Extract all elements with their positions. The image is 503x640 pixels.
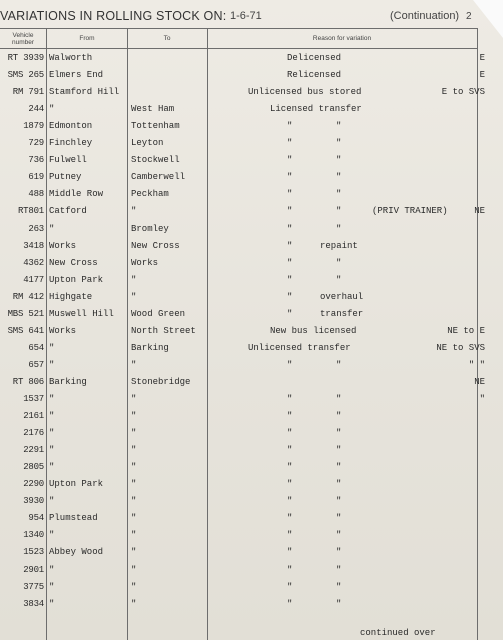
from-cell: ": [49, 496, 55, 507]
to-cell: ": [131, 291, 137, 302]
to-cell: Leyton: [131, 138, 164, 149]
table-row: [0, 50, 503, 67]
reason-cell: ": [287, 581, 293, 592]
to-cell: ": [131, 564, 137, 575]
from-cell: ": [49, 104, 55, 115]
to-cell: Camberwell: [131, 172, 186, 183]
reason-detail-cell: ": [336, 172, 342, 183]
to-cell: ": [131, 462, 137, 473]
reason-detail-cell: ": [336, 462, 342, 473]
reason-cell: ": [287, 564, 293, 575]
table-row: [0, 357, 503, 374]
to-cell: ": [131, 581, 137, 592]
from-cell: Finchley: [49, 138, 93, 149]
table-row: [0, 67, 503, 84]
reason-cell: Delicensed: [287, 53, 342, 63]
vehicle-number-cell: 3834: [23, 598, 44, 609]
to-cell: ": [131, 479, 137, 490]
from-cell: Works: [49, 325, 77, 336]
header-to: To: [163, 35, 171, 42]
vehicle-number-cell: 657: [28, 359, 44, 370]
vehicle-number-cell: 3418: [23, 240, 44, 251]
header-bottom-rule: [0, 48, 478, 49]
reason-cell: ": [287, 547, 293, 558]
from-cell: New Cross: [49, 257, 98, 268]
from-cell: Plumstead: [49, 513, 98, 524]
reason-cell: ": [287, 138, 293, 149]
to-cell: ": [131, 359, 137, 370]
reason-detail-cell: ": [336, 547, 342, 558]
reason-detail-cell: ": [336, 428, 342, 439]
reason-cell: ": [287, 513, 293, 524]
licence-code-cell: NE: [474, 206, 485, 217]
licence-code-cell: NE to E: [447, 325, 485, 336]
vehicle-number-cell: 1879: [23, 121, 44, 132]
header-reason: Reason for variation: [312, 35, 372, 42]
to-cell: North Street: [131, 325, 196, 336]
to-cell: ": [131, 598, 137, 609]
reason-detail-cell: ": [336, 581, 342, 592]
reason-detail-cell: ": [336, 274, 342, 285]
to-cell: Tottenham: [131, 121, 180, 132]
reason-cell: ": [287, 359, 293, 370]
from-cell: Upton Park: [49, 274, 104, 285]
licence-code-cell: E: [479, 70, 485, 81]
table-row: [0, 408, 503, 425]
from-cell: ": [49, 530, 55, 541]
from-cell: ": [49, 462, 55, 473]
reason-detail-cell: ": [336, 121, 342, 132]
table-row: [0, 562, 503, 579]
vehicle-number-cell: 488: [28, 189, 44, 200]
to-cell: Stockwell: [131, 155, 180, 166]
from-cell: ": [49, 581, 55, 592]
to-cell: ": [131, 547, 137, 558]
continued-over-note: continued over: [360, 628, 436, 638]
reason-cell: ": [287, 206, 293, 217]
to-cell: ": [131, 206, 137, 217]
from-cell: Barking: [49, 376, 87, 387]
licence-code-cell: " ": [468, 359, 485, 370]
from-cell: Elmers End: [49, 70, 104, 81]
reason-detail-cell: ": [336, 496, 342, 507]
vehicle-number-cell: 2176: [23, 428, 44, 439]
title-row: [0, 9, 503, 27]
from-cell: ": [49, 564, 55, 575]
from-cell: ": [49, 598, 55, 609]
reason-detail-cell: ": [336, 513, 342, 524]
reason-cell: ": [287, 308, 293, 319]
vehicle-number-cell: 4362: [23, 257, 44, 268]
table-row: [0, 272, 503, 289]
vehicle-number-cell: 2161: [23, 411, 44, 422]
reason-detail-cell: ": [336, 411, 342, 422]
licence-code-cell: E: [479, 53, 485, 63]
table-row: [0, 340, 503, 357]
reason-cell: Licensed transfer: [270, 104, 362, 115]
vehicle-number-cell: 1537: [23, 394, 44, 404]
to-cell: ": [131, 274, 137, 285]
to-cell: Bromley: [131, 223, 169, 234]
from-cell: Muswell Hill: [49, 308, 114, 319]
to-cell: West Ham: [131, 104, 175, 115]
vehicle-number-cell: 2290: [23, 479, 44, 490]
reason-detail-cell: ": [336, 359, 342, 370]
reason-cell: ": [287, 257, 293, 268]
reason-detail-cell: transfer: [320, 308, 364, 319]
vehicle-number-cell: SMS 641: [7, 325, 44, 336]
table-row: [0, 579, 503, 596]
table-row: [0, 544, 503, 561]
vehicle-number-cell: SMS 265: [7, 70, 44, 81]
from-cell: Stamford Hill: [49, 87, 120, 98]
table-row: [0, 391, 503, 408]
reason-detail-cell: ": [336, 479, 342, 490]
vehicle-number-cell: RM 791: [12, 87, 44, 98]
vehicle-number-cell: RT801: [17, 206, 44, 217]
vehicle-number-cell: 736: [28, 155, 44, 166]
vehicle-number-cell: 244: [28, 104, 44, 115]
to-cell: New Cross: [131, 240, 180, 251]
to-cell: ": [131, 530, 137, 541]
from-cell: ": [49, 428, 55, 439]
vehicle-number-cell: 2291: [23, 445, 44, 456]
reason-cell: ": [287, 462, 293, 473]
vehicle-number-cell: 263: [28, 223, 44, 234]
reason-cell: ": [287, 223, 293, 234]
to-cell: Barking: [131, 342, 169, 353]
reason-detail-cell: ": [336, 155, 342, 166]
table-row: [0, 459, 503, 476]
table-row: [0, 186, 503, 203]
vehicle-number-cell: 654: [28, 342, 44, 353]
vehicle-number-cell: 729: [28, 138, 44, 149]
reason-cell: ": [287, 479, 293, 490]
to-cell: Wood Green: [131, 308, 186, 319]
reason-cell: New bus licensed: [270, 325, 357, 336]
from-cell: Highgate: [49, 291, 93, 302]
reason-cell: ": [287, 428, 293, 439]
to-cell: ": [131, 513, 137, 524]
from-cell: ": [49, 342, 55, 353]
table-row: [0, 306, 503, 323]
reason-detail-cell: ": [336, 394, 342, 404]
table-row: [0, 255, 503, 272]
vehicle-number-cell: RM 412: [12, 291, 44, 302]
reason-detail-cell: overhaul: [320, 291, 364, 302]
reason-detail-cell: ": [336, 189, 342, 200]
vehicle-number-cell: 619: [28, 172, 44, 183]
table-row: [0, 135, 503, 152]
reason-cell: ": [287, 530, 293, 541]
reason-detail-cell: ": [336, 530, 342, 541]
licence-code-cell: NE: [474, 376, 485, 387]
from-cell: ": [49, 359, 55, 370]
reason-cell: ": [287, 274, 293, 285]
vehicle-number-cell: 3775: [23, 581, 44, 592]
rolling-stock-table: [0, 28, 503, 640]
table-row: [0, 374, 503, 391]
from-cell: Putney: [49, 172, 82, 183]
vehicle-number-cell: MBS 521: [7, 308, 44, 319]
reason-detail-cell: ": [336, 257, 342, 268]
to-cell: ": [131, 394, 137, 404]
from-cell: Catford: [49, 206, 87, 217]
from-cell: Walworth: [49, 53, 93, 63]
vehicle-number-cell: 4177: [23, 274, 44, 285]
vehicle-number-cell: 1340: [23, 530, 44, 541]
from-cell: Edmonton: [49, 121, 93, 132]
table-row: [0, 101, 503, 118]
reason-cell: ": [287, 172, 293, 183]
reason-detail-cell: ": [336, 206, 342, 217]
licence-code-cell: E to SVS: [441, 87, 485, 98]
reason-detail-cell: ": [336, 138, 342, 149]
vehicle-number-cell: 3930: [23, 496, 44, 507]
from-cell: Works: [49, 240, 77, 251]
table-row: [0, 289, 503, 306]
reason-detail-cell: repaint: [320, 240, 358, 251]
reason-detail-cell: ": [336, 598, 342, 609]
table-row: [0, 169, 503, 186]
from-cell: Fulwell: [49, 155, 87, 166]
header-vehicle: Vehicle number: [11, 32, 35, 46]
from-cell: ": [49, 445, 55, 456]
continuation-label: (Continuation): [390, 10, 460, 22]
table-row: [0, 84, 503, 101]
table-row: [0, 221, 503, 238]
from-cell: ": [49, 394, 55, 404]
page-number: 2: [466, 11, 472, 22]
document-date: 1-6-71: [230, 10, 262, 22]
table-row: [0, 476, 503, 493]
table-row: [0, 596, 503, 613]
table-top-rule: [0, 28, 478, 29]
table-row: [0, 527, 503, 544]
reason-cell: Unlicensed bus stored: [248, 87, 362, 98]
vehicle-number-cell: 1523: [23, 547, 44, 558]
reason-cell: ": [287, 240, 293, 251]
table-row: [0, 425, 503, 442]
from-cell: Upton Park: [49, 479, 104, 490]
to-cell: Peckham: [131, 189, 169, 200]
reason-cell: Unlicensed transfer: [248, 342, 351, 353]
header-from: From: [79, 35, 95, 42]
from-cell: Abbey Wood: [49, 547, 104, 558]
reason-cell: ": [287, 598, 293, 609]
vehicle-number-cell: RT 3939: [7, 53, 44, 63]
document-title: VARIATIONS IN ROLLING STOCK ON:: [0, 9, 227, 23]
reason-cell: ": [287, 394, 293, 404]
reason-detail-cell: ": [336, 564, 342, 575]
to-cell: ": [131, 411, 137, 422]
reason-cell: ": [287, 155, 293, 166]
to-cell: ": [131, 496, 137, 507]
vehicle-number-cell: 954: [28, 513, 44, 524]
reason-cell: ": [287, 445, 293, 456]
reason-cell: ": [287, 496, 293, 507]
table-row: [0, 323, 503, 340]
to-cell: Works: [131, 257, 159, 268]
table-row: [0, 510, 503, 527]
reason-cell: ": [287, 411, 293, 422]
licence-code-cell: ": [479, 394, 485, 404]
reason-note-cell: (PRIV TRAINER): [372, 206, 448, 217]
table-row: [0, 442, 503, 459]
reason-cell: ": [287, 121, 293, 132]
from-cell: ": [49, 411, 55, 422]
table-row: [0, 152, 503, 169]
reason-cell: Relicensed: [287, 70, 342, 81]
from-cell: Middle Row: [49, 189, 104, 200]
table-row: [0, 493, 503, 510]
from-cell: ": [49, 223, 55, 234]
reason-cell: ": [287, 291, 293, 302]
licence-code-cell: NE to SVS: [436, 342, 485, 353]
vehicle-number-cell: 2901: [23, 564, 44, 575]
to-cell: ": [131, 428, 137, 439]
vehicle-number-cell: 2805: [23, 462, 44, 473]
reason-cell: ": [287, 189, 293, 200]
table-row: [0, 238, 503, 255]
reason-detail-cell: ": [336, 223, 342, 234]
to-cell: ": [131, 445, 137, 456]
to-cell: Stonebridge: [131, 376, 191, 387]
reason-detail-cell: ": [336, 445, 342, 456]
table-row: [0, 203, 503, 220]
table-row: [0, 118, 503, 135]
vehicle-number-cell: RT 806: [12, 376, 44, 387]
